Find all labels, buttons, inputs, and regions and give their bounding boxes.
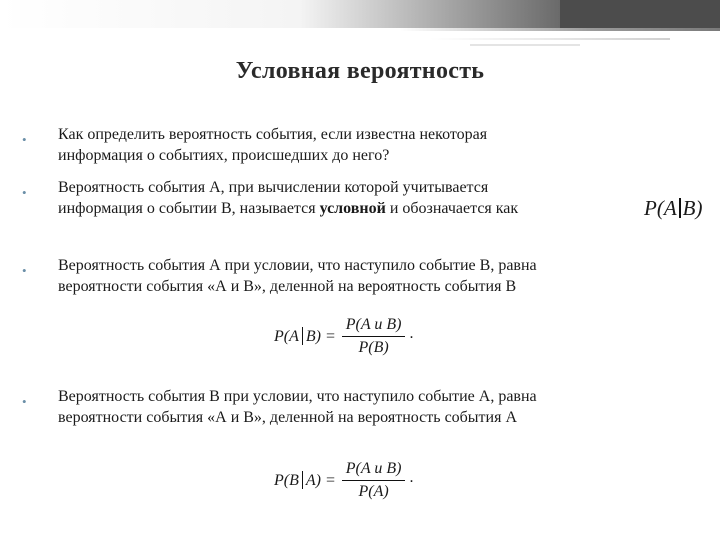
bullet-line: Вероятность события А при условии, что наступило событие В, равна [58, 257, 537, 274]
formula-lhs-close: A) = [305, 472, 336, 489]
formula-event-a: A [663, 196, 677, 220]
bullet-line [58, 198, 662, 219]
header-dark-block [560, 0, 720, 28]
accent-line-tertiary [470, 44, 580, 46]
bullet-line-start: информация о событии В, называется [58, 200, 320, 217]
formula-denominator: P(A) [358, 483, 389, 500]
accent-line-secondary [430, 38, 670, 40]
bullet-marker: • [22, 263, 27, 278]
bullet-line-end: и обозначается как [385, 200, 519, 217]
formula-b-given-a [274, 460, 413, 501]
formula-p-open: P( [644, 196, 664, 220]
bullet-marker: • [22, 185, 27, 200]
formula-fraction [342, 316, 406, 357]
bullet-item-2 [22, 177, 662, 219]
formula-lhs [274, 327, 336, 346]
bullet-item-3 [22, 255, 662, 297]
slide-title: Условная вероятность [235, 58, 485, 84]
condition-bar [679, 198, 681, 218]
bullet-text [58, 177, 662, 219]
formula-lhs-open: P(B [274, 472, 299, 489]
bullet-line: вероятности события «А и В», деленной на вероятность события А [58, 409, 518, 426]
formula-end: . [409, 325, 414, 342]
bullet-marker: • [22, 132, 27, 147]
formula-a-given-b [274, 316, 413, 357]
condition-bar [302, 327, 303, 345]
formula-numerator: P(A и B) [345, 460, 402, 477]
bullet-marker: • [22, 394, 27, 409]
formula-event-b: B [682, 196, 696, 220]
notation-formula [644, 196, 702, 221]
term-conditional: условной [319, 200, 386, 217]
formula-close: ) [695, 196, 703, 220]
bullet-text [58, 386, 662, 428]
formula-lhs-open: P(A [274, 328, 299, 345]
bullet-line: Вероятность события А, при вычислении которой учитывается [58, 179, 489, 196]
bullet-line: Вероятность события В при условии, что наступило событие А, равна [58, 388, 537, 405]
bullet-item-1 [22, 124, 662, 166]
bullet-line: вероятности события «А и В», деленной на вероятность события В [58, 278, 517, 295]
accent-line [400, 28, 720, 31]
formula-lhs-close: B) = [305, 328, 336, 345]
formula-denominator: P(B) [358, 339, 389, 356]
formula-end: . [409, 469, 414, 486]
bullet-text [58, 124, 662, 166]
bullet-text [58, 255, 662, 297]
bullet-line: информация о событиях, происшедших до него? [58, 147, 390, 164]
formula-numerator: P(A и B) [345, 316, 402, 333]
bullet-item-4 [22, 386, 662, 428]
formula-lhs [274, 471, 336, 490]
bullet-line: Как определить вероятность события, если известна некоторая [58, 126, 488, 143]
condition-bar [302, 471, 303, 489]
formula-fraction [342, 460, 406, 501]
